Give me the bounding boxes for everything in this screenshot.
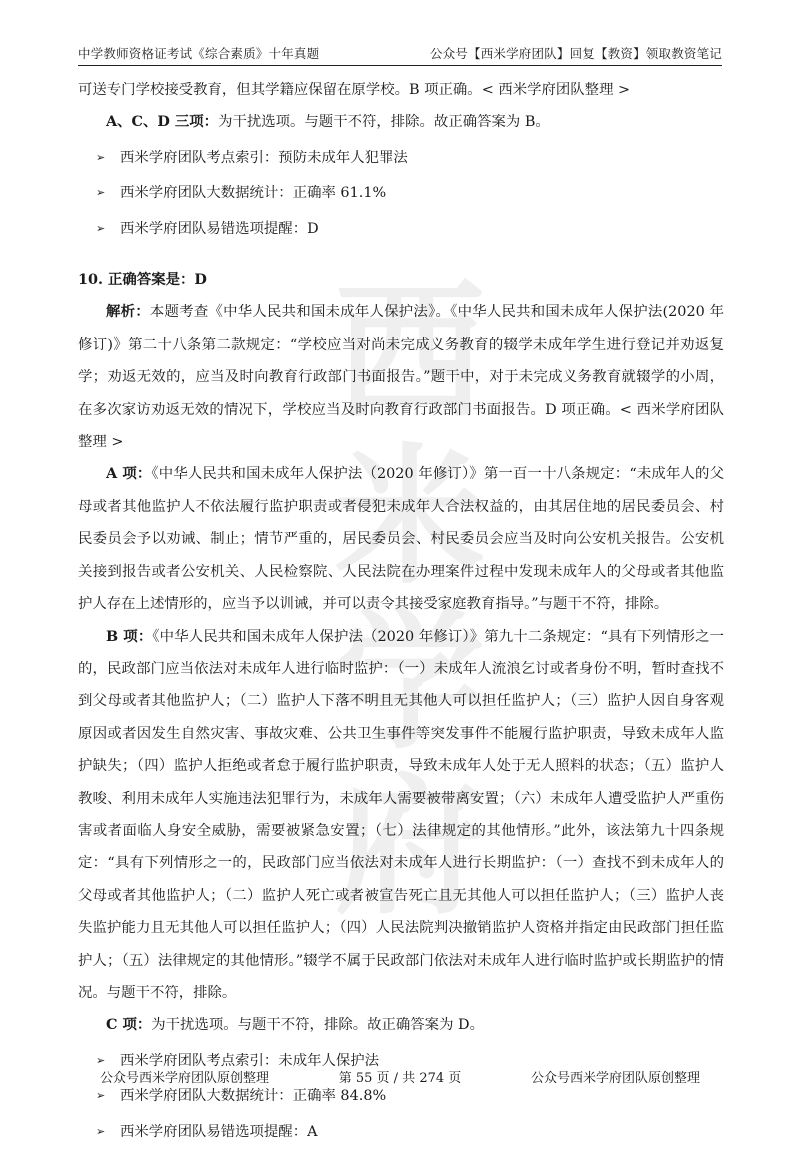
arrow-bullet-icon: ➢ xyxy=(96,186,106,200)
bullet-text: 西米学府团队易错选项提醒：D xyxy=(120,220,319,237)
footer-right: 公众号西米学府团队原创整理 xyxy=(530,1071,700,1086)
analysis-text: 本题考查《中华人民共和国未成年人保护法》。《中华人民共和国未成年人保护法(2020 年修订)》第二十八条第二款规定：“学校应当对尚未完成义务教育的辍学未成年学生进行登记并劝返复学；劝返无效的，应当及时向教育行政部门书面报告。”题干中，对于未完成义务教育就辍学的小周，在多次家访劝返无效的情况下，学校应当及时向教育行政部门书面报告。D 项正确。< 西米学府团队整理 > xyxy=(78,304,724,451)
analysis-paragraph xyxy=(78,296,724,458)
prev-answer-tail: 可送专门学校接受教育，但其学籍应保留在原学校。B 项正确。< 西米学府团队整理 > xyxy=(78,82,631,98)
header-left: 中学教师资格证考试《综合素质》十年真题 xyxy=(78,46,320,61)
watermark: 西米学府 xyxy=(334,264,485,935)
page-number: 第 55 页 / 共 274 页 xyxy=(338,1071,462,1086)
prev-acd-label: A、C、D 三项： xyxy=(106,113,219,131)
bullet-text: 西米学府团队考点索引：未成年人保护法 xyxy=(120,1052,380,1069)
bullet-text: 西米学府团队大数据统计：正确率 84.8% xyxy=(120,1088,387,1105)
option-c-text: 为干扰选项。与题干不符，排除。故正确答案为 D。 xyxy=(151,1017,484,1034)
arrow-bullet-icon: ➢ xyxy=(96,1124,106,1138)
option-b-label: B 项： xyxy=(106,627,153,645)
option-c-paragraph xyxy=(78,1009,724,1041)
prev-bullet xyxy=(78,142,724,174)
arrow-bullet-icon: ➢ xyxy=(96,1089,106,1103)
option-b-text: 《中华人民共和国未成年人保护法（2020 年修订）》第九十二条规定：“具有下列情形之一的，民政部门应当依法对未成年人进行临时监护：（一）未成年人流浪乞讨或者身份不明，暂时查找不到父母或者其他监护人；（二）监护人下落不明且无其他人可以担任监护人；（三）监护人因自身客观原因或者因发生自然灾害、事故灾难、公共卫生事件等突发事件不能履行监护职责，导致未成年人监护缺失；（四）监护人拒绝或者怠于履行监护职责，导致未成年人处于无人照料的状态；（五）监护人教唆、利用未成年人实施违法犯罪行为，未成年人需要被带离安置；（六）未成年人遭受监护人严重伤害或者面临人身安全威胁，需要被紧急安置；（七）法律规定的其他情形。”此外，该法第九十四条规定：“具有下列情形之一的，民政部门应当依法对未成年人进行长期监护：（一）查找不到未成年人的父母或者其他监护人；（二）监护人死亡或者被宣告死亡且无其他人可以担任监护人；（三）监护人丧失监护能力且无其他人可以担任监护人；（四）人民法院判决撤销监护人资格并指定由民政部门担任监护人；（五）法律规定的其他情形。”辍学不属于民政部门依法对未成年人进行临时监护或长期监护的情况。与题干不符，排除。 xyxy=(78,628,724,1001)
analysis-label: 解析： xyxy=(106,303,150,321)
arrow-bullet-icon: ➢ xyxy=(96,150,106,164)
header-right: 公众号【西米学府团队】回复【教资】领取教资笔记 xyxy=(429,46,722,61)
page-body xyxy=(78,74,724,1151)
option-a-label: A 项： xyxy=(106,465,152,483)
arrow-bullet-icon: ➢ xyxy=(96,1053,106,1067)
prev-bullet xyxy=(78,177,724,209)
bullet-text: 西米学府团队考点索引：预防未成年人犯罪法 xyxy=(120,149,408,166)
prev-bullet xyxy=(78,213,724,245)
footer-left: 公众号西米学府团队原创整理 xyxy=(100,1071,270,1086)
bullet-text: 西米学府团队大数据统计：正确率 61.1% xyxy=(120,185,387,202)
question-10-heading xyxy=(78,264,724,296)
page-footer xyxy=(100,1067,700,1086)
option-a-text: 《中华人民共和国未成年人保护法（2020 年修订）》第一百一十八条规定：“未成年人的父母或者其他监护人不依法履行监护职责或者侵犯未成年人合法权益的，由其居住地的居民委员会、村民委员会予以劝诫、制止；情节严重的，居民委员会、村民委员会应当及时向公安机关报告。公安机关接到报告或者公安机关、人民检察院、人民法院在办理案件过程中发现未成年人的父母或者其他监护人存在上述情形的，应当予以训诫，并可以责令其接受家庭教育指导。”与题干不符，排除。 xyxy=(78,466,724,613)
page-header xyxy=(78,40,722,66)
arrow-bullet-icon: ➢ xyxy=(96,221,106,235)
option-c-label: C 项： xyxy=(106,1016,152,1034)
prev-acd-paragraph xyxy=(78,106,724,138)
prev-acd-text: 为干扰选项。与题干不符，排除。故正确答案为 B。 xyxy=(218,114,550,131)
bullet-text: 西米学府团队易错选项提醒：A xyxy=(120,1123,318,1140)
option-b-paragraph xyxy=(78,621,724,1010)
question-heading-text: 10. 正确答案是：D xyxy=(78,271,207,289)
option-a-paragraph xyxy=(78,458,724,620)
